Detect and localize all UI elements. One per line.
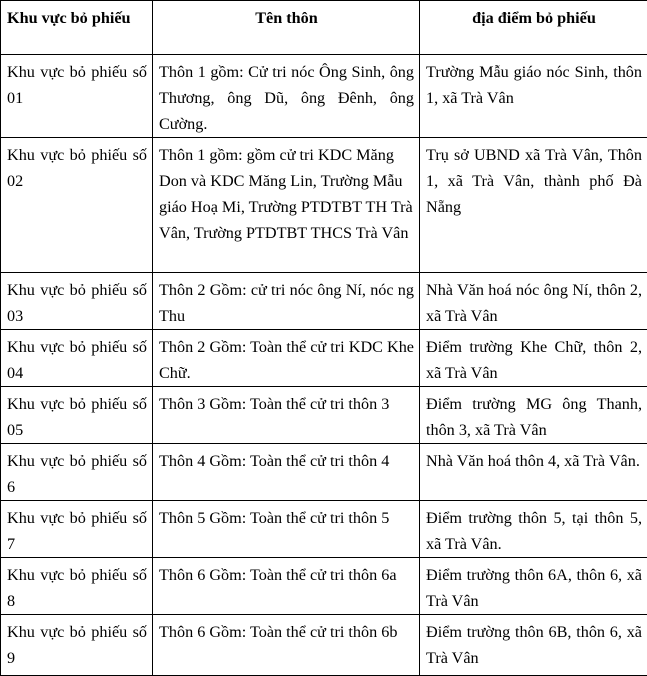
cell-location: Trường Mẫu giáo nóc Sinh, thôn 1, xã Trà Vân [420,55,647,138]
cell-location: Nhà Văn hoá thôn 4, xã Trà Vân. [420,444,647,501]
cell-location: Điểm trường thôn 6A, thôn 6, xã Trà Vân [420,558,647,615]
cell-area: Khu vực bỏ phiếu số 03 [1,273,153,330]
cell-area: Khu vực bỏ phiếu số 05 [1,387,153,444]
cell-village: Thôn 3 Gồm: Toàn thể cử tri thôn 3 [153,387,420,444]
table-row [1,330,647,387]
table-row [1,387,647,444]
header-location: địa điểm bỏ phiếu [420,1,647,55]
cell-area: Khu vực bỏ phiếu số 01 [1,55,153,138]
cell-location: Điểm trường thôn 5, tại thôn 5, xã Trà Vân. [420,501,647,558]
cell-village: Thôn 6 Gồm: Toàn thể cử tri thôn 6a [153,558,420,615]
cell-village: Thôn 1 gồm: Cử tri nóc Ông Sinh, ông Thương, ông Dũ, ông Đênh, ông Cường. [153,55,420,138]
table-row [1,138,647,273]
cell-village: Thôn 6 Gồm: Toàn thể cử tri thôn 6b [153,615,420,676]
cell-village: Thôn 2 Gồm: Toàn thể cử tri KDC Khe Chữ. [153,330,420,387]
cell-area: Khu vực bỏ phiếu số 8 [1,558,153,615]
cell-area: Khu vực bỏ phiếu số 02 [1,138,153,273]
table-row [1,55,647,138]
cell-location: Điểm trường Khe Chữ, thôn 2, xã Trà Vân [420,330,647,387]
table-row [1,444,647,501]
table-row [1,273,647,330]
cell-area: Khu vực bỏ phiếu số 6 [1,444,153,501]
cell-village: Thôn 5 Gồm: Toàn thể cử tri thôn 5 [153,501,420,558]
cell-village: Thôn 2 Gồm: cử tri nóc ông Ní, nóc ng Thu [153,273,420,330]
cell-area: Khu vực bỏ phiếu số 04 [1,330,153,387]
cell-village: Thôn 4 Gồm: Toàn thể cử tri thôn 4 [153,444,420,501]
header-village: Tên thôn [153,1,420,55]
cell-area: Khu vực bỏ phiếu số 9 [1,615,153,676]
table-row [1,615,647,676]
cell-area: Khu vực bỏ phiếu số 7 [1,501,153,558]
header-row [1,1,647,55]
cell-location: Điểm trường thôn 6B, thôn 6, xã Trà Vân [420,615,647,676]
table-row [1,501,647,558]
cell-location: Nhà Văn hoá nóc ông Ní, thôn 2, xã Trà Vân [420,273,647,330]
cell-village: Thôn 1 gồm: gồm cử tri KDC Măng Don và KDC Măng Lin, Trường Mẫu giáo Hoạ Mi, Trường PTDTBT TH Trà Vân, Trường PTDTBT THCS Trà Vân [153,138,420,273]
cell-location: Trụ sở UBND xã Trà Vân, Thôn 1, xã Trà Vân, thành phố Đà Nẵng [420,138,647,273]
cell-location: Điểm trường MG ông Thanh, thôn 3, xã Trà Vân [420,387,647,444]
header-area: Khu vực bỏ phiếu [1,1,153,55]
table-row [1,558,647,615]
